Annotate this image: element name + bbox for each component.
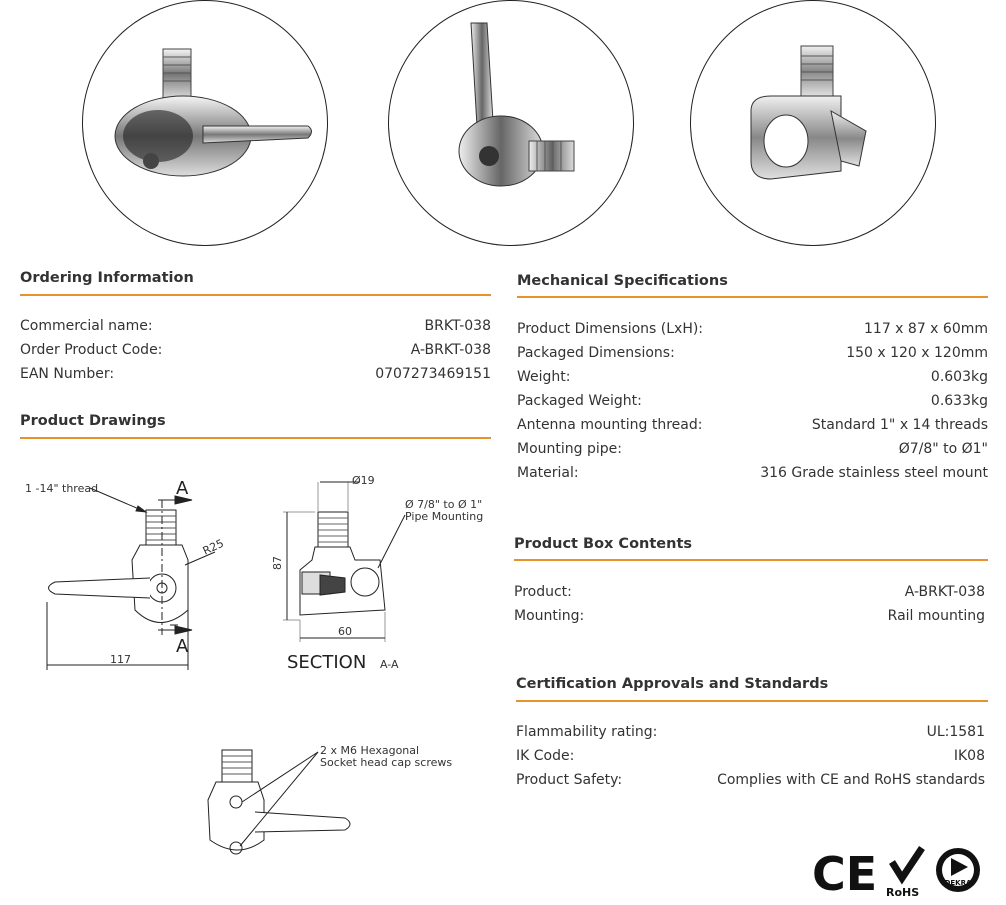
product-photo-1 (82, 0, 328, 246)
row-value: Ø7/8" to Ø1" (898, 441, 988, 457)
ordering-row (20, 366, 491, 382)
ordering-row (20, 342, 491, 358)
row-value: A-BRKT-038 (904, 584, 985, 600)
ordering-row (20, 318, 491, 334)
box-row (514, 608, 985, 624)
mechanical-row (517, 441, 988, 457)
dekra-label: DEKRA (944, 879, 972, 887)
box-title: Product Box Contents (514, 536, 693, 552)
mechanical-rule (517, 296, 988, 298)
row-value: Standard 1" x 14 threads (811, 417, 988, 433)
cert-row (516, 772, 985, 788)
row-label: Packaged Dimensions: (517, 345, 675, 361)
row-value: 316 Grade stainless steel mount (760, 465, 988, 481)
cert-row (516, 748, 985, 764)
row-label: EAN Number: (20, 366, 115, 382)
row-label: IK Code: (516, 748, 575, 764)
pipe-label-line2: Pipe Mounting (405, 510, 484, 523)
mechanical-row (517, 369, 988, 385)
technical-drawing (0, 460, 500, 900)
row-label: Material: (517, 465, 579, 481)
row-label: Product: (514, 584, 572, 600)
row-value: BRKT-038 (424, 318, 491, 334)
depth-label: 60 (338, 625, 352, 638)
row-label: Mounting pipe: (517, 441, 622, 457)
box-rule (514, 559, 988, 561)
thread-label: 1 -14" thread (25, 482, 99, 495)
product-photo-3 (690, 0, 936, 246)
screws-label-line2: Socket head cap screws (320, 756, 453, 769)
row-label: Product Dimensions (LxH): (517, 321, 704, 337)
drawings-title: Product Drawings (20, 413, 166, 429)
diameter-label: Ø19 (352, 474, 375, 487)
row-value: 150 x 120 x 120mm (846, 345, 988, 361)
cert-rule (516, 700, 988, 702)
row-label: Packaged Weight: (517, 393, 642, 409)
mechanical-row (517, 393, 988, 409)
section-title: SECTION (287, 652, 367, 673)
row-value: 0.603kg (930, 369, 988, 385)
product-photo-2 (388, 0, 634, 246)
cert-row (516, 724, 985, 740)
row-label: Commercial name: (20, 318, 153, 334)
row-value: Complies with CE and RoHS standards (717, 772, 985, 788)
rohs-label: RoHS (886, 886, 920, 899)
row-label: Order Product Code: (20, 342, 163, 358)
pipe-label-line1: Ø 7/8" to Ø 1" (405, 498, 483, 511)
drawings-rule (20, 437, 491, 439)
row-label: Flammability rating: (516, 724, 658, 740)
mechanical-row (517, 417, 988, 433)
mechanical-title: Mechanical Specifications (517, 273, 728, 289)
row-value: Rail mounting (887, 608, 985, 624)
section-suffix: A-A (380, 658, 399, 671)
box-row (514, 584, 985, 600)
section-marker-top: A (176, 478, 189, 499)
row-value: A-BRKT-038 (410, 342, 491, 358)
row-value: UL:1581 (926, 724, 985, 740)
row-label: Weight: (517, 369, 571, 385)
rohs-logo (886, 848, 922, 899)
row-label: Mounting: (514, 608, 585, 624)
row-label: Product Safety: (516, 772, 623, 788)
ce-logo: CE (812, 847, 878, 900)
cert-title: Certification Approvals and Standards (516, 676, 829, 692)
section-marker-bottom: A (176, 636, 189, 657)
screws-label-line1: 2 x M6 Hexagonal (320, 744, 420, 757)
mechanical-row (517, 345, 988, 361)
row-value: 0.633kg (930, 393, 988, 409)
certification-logos (810, 840, 1000, 900)
ordering-title: Ordering Information (20, 270, 194, 286)
row-value: 117 x 87 x 60mm (864, 321, 988, 337)
mechanical-row (517, 465, 988, 481)
dekra-logo (936, 848, 980, 892)
width-label: 117 (110, 653, 131, 666)
row-value: 0707273469151 (375, 366, 491, 382)
section-view-drawing (283, 482, 405, 642)
row-label: Antenna mounting thread: (517, 417, 703, 433)
ordering-rule (20, 294, 491, 296)
mechanical-row (517, 321, 988, 337)
height-label: 87 (271, 556, 284, 570)
row-value: IK08 (953, 748, 985, 764)
side-view-drawing (49, 500, 189, 635)
radius-label: R25 (200, 536, 226, 558)
